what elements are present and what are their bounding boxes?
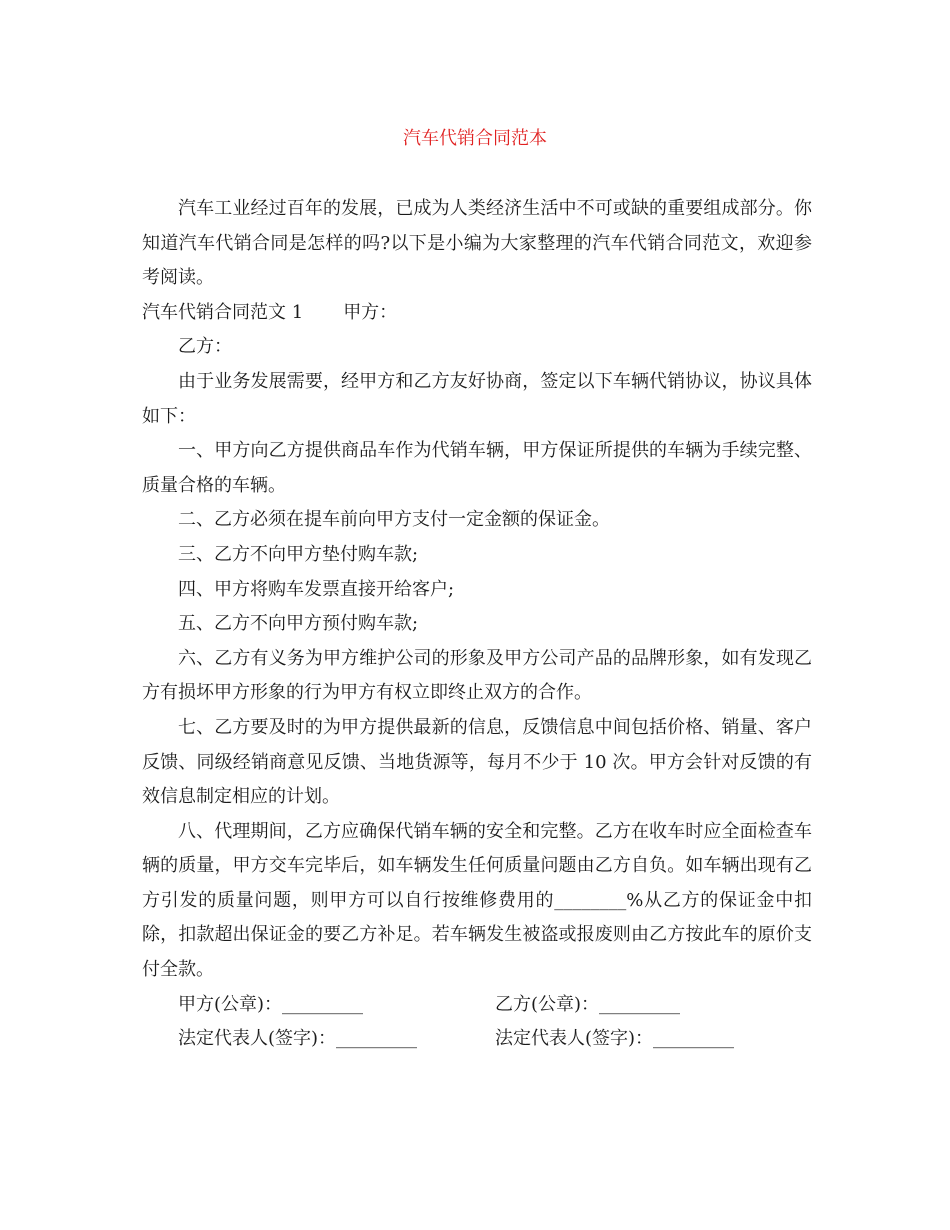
clause-5: 五、乙方不向甲方预付购车款; [178, 613, 419, 635]
clause-6: 六、乙方有义务为甲方维护公司的形象及甲方公司产品的品牌形象，如有发现乙方有损坏甲方形象的行为甲方有权立即终止双方的合作。 [142, 647, 812, 704]
signature-row-seal [142, 988, 812, 1023]
party-a-label: 甲方： [343, 301, 398, 323]
preamble-paragraph: 由于业务发展需要，经甲方和乙方友好协商，签定以下车辆代销协议，协议具体如下： [142, 370, 812, 427]
clause-1: 一、甲方向乙方提供商品车作为代销车辆，甲方保证所提供的车辆为手续完整、质量合格的车辆。 [142, 440, 812, 496]
intro-paragraph: 汽车工业经过百年的发展，已成为人类经济生活中不可或缺的重要组成部分。你知道汽车代销合同是怎样的吗?以下是小编为大家整理的汽车代销合同范文，欢迎参考阅读。 [142, 198, 812, 289]
sample-heading: 汽车代销合同范文 1 [142, 301, 304, 323]
signature-row-rep [142, 1022, 812, 1057]
document-title: 汽车代销合同范本 [403, 128, 547, 149]
document-body [142, 192, 812, 1057]
party-b-seal-field: 乙方(公章)：_________ [495, 993, 681, 1015]
clause-4: 四、甲方将购车发票直接开给客户; [178, 578, 455, 600]
party-a-rep-field: 法定代表人(签字)：_________ [178, 1028, 418, 1050]
clause-7: 七、乙方要及时的为甲方提供最新的信息，反馈信息中间包括价格、销量、客户反馈、同级经销商意见反馈、当地货源等，每月不少于 10 次。甲方会针对反馈的有效信息制定相应的计划。 [142, 716, 812, 808]
party-b-label: 乙方： [178, 336, 232, 358]
party-a-seal-field: 甲方(公章)：_________ [178, 993, 364, 1015]
sample-heading-line [142, 296, 812, 331]
clause-3: 三、乙方不向甲方垫付购车款; [178, 543, 419, 565]
clause-8: 八、代理期间，乙方应确保代销车辆的安全和完整。乙方在收车时应全面检查车辆的质量，甲方交车完毕后，如车辆发生任何质量问题由乙方自负。如车辆出现有乙方引发的质量问题，则甲方可以自行按维修费用的________%从乙方的保证金中扣除，扣款超出保证金的要乙方补足。若车辆发生被盗或报废则由乙方按此车的原价支付全款。 [142, 820, 812, 981]
clause-2: 二、乙方必须在提车前向甲方支付一定金额的保证金。 [178, 509, 610, 531]
party-b-rep-field: 法定代表人(签字)：_________ [495, 1028, 735, 1050]
